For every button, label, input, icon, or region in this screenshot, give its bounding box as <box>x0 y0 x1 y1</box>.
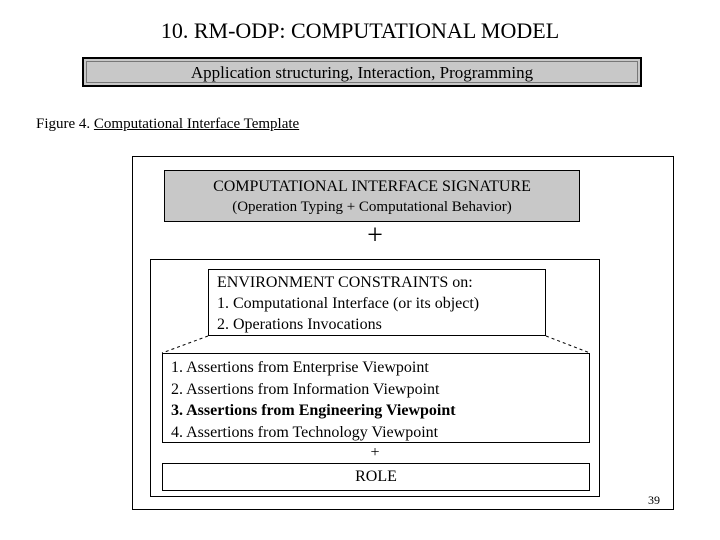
signature-subtitle: (Operation Typing + Computational Behavior) <box>232 199 512 215</box>
interface-signature-box <box>164 170 580 222</box>
environment-constraints-box <box>208 269 546 336</box>
assertions-box <box>162 353 590 443</box>
figure-caption-prefix: Figure 4. <box>36 116 94 132</box>
role-box <box>162 463 590 491</box>
signature-title: COMPUTATIONAL INTERFACE SIGNATURE <box>213 178 531 195</box>
env-item-invocations: 2. Operations Invocations <box>217 316 382 333</box>
figure-caption-link[interactable]: Computational Interface Template <box>93 116 300 132</box>
subtitle-text: Application structuring, Interaction, Programming <box>190 63 534 82</box>
plus-sign-small: + <box>370 444 380 461</box>
figure-caption <box>36 114 299 134</box>
plus-sign-large: + <box>367 220 383 251</box>
assertion-engineering: 3. Assertions from Engineering Viewpoint <box>171 402 456 419</box>
env-item-interface: 1. Computational Interface (or its object) <box>217 295 480 312</box>
page-number: 39 <box>648 493 660 507</box>
assertion-information: 2. Assertions from Information Viewpoint <box>171 380 440 398</box>
role-label: ROLE <box>355 468 397 485</box>
subtitle-banner <box>82 57 642 87</box>
assertion-technology: 4. Assertions from Technology Viewpoint <box>171 423 439 441</box>
env-heading: ENVIRONMENT CONSTRAINTS on: <box>217 274 473 291</box>
slide-title: 10. RM-ODP: COMPUTATIONAL MODEL <box>160 18 560 43</box>
assertion-enterprise: 1. Assertions from Enterprise Viewpoint <box>171 359 429 376</box>
